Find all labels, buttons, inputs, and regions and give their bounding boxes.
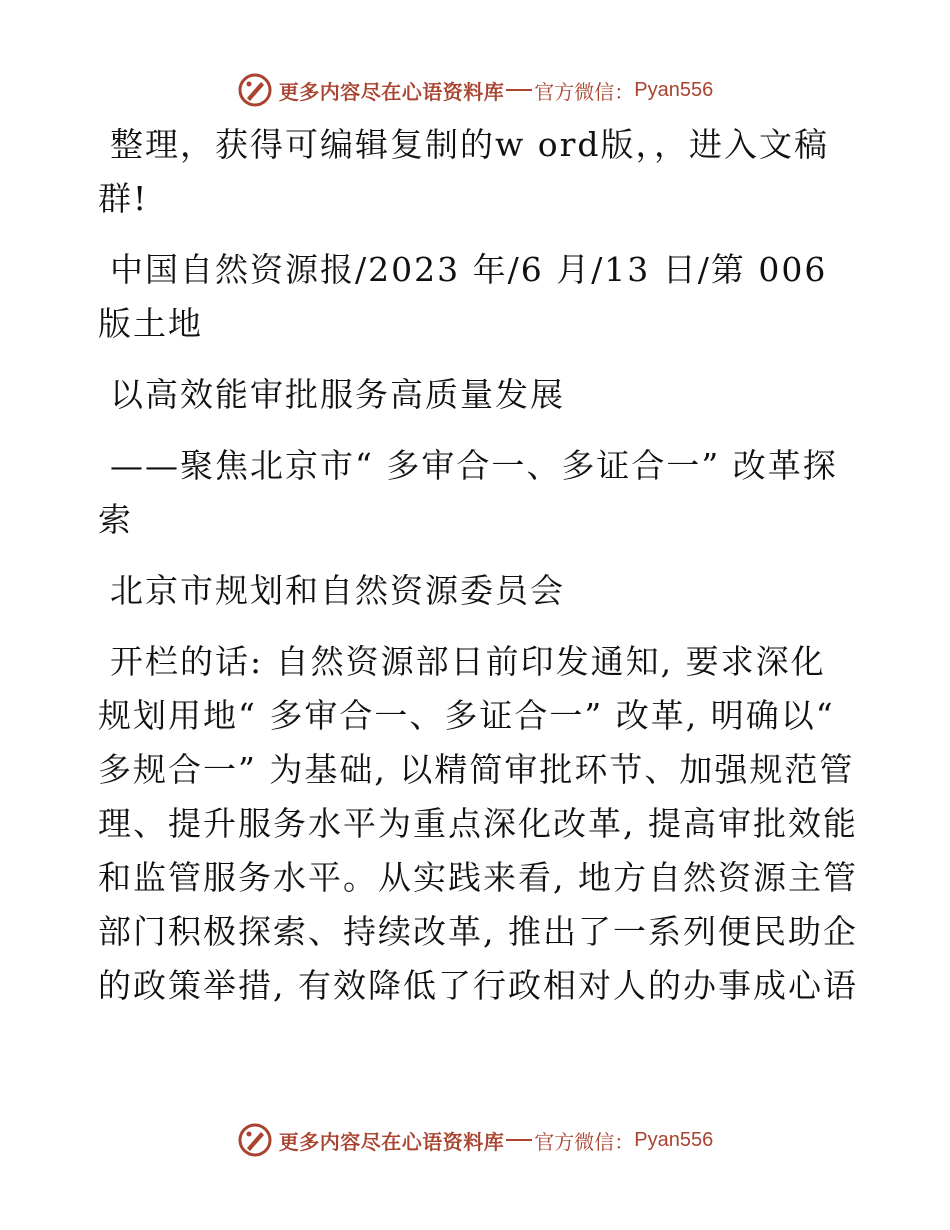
footer-sub-text: 官方微信：	[534, 1129, 635, 1154]
brand-logo-icon	[237, 72, 273, 108]
footer-wechat-id: Pyan556	[634, 1128, 714, 1151]
paragraph-source: 中国自然资源报/2023 年/6 月/13 日/第 006 版土地	[98, 250, 828, 343]
footer-banner	[0, 1120, 950, 1160]
header-dash	[506, 89, 532, 91]
header-banner	[0, 70, 950, 110]
article-title: 以高效能审批服务高质量发展	[110, 375, 565, 414]
footer-brand-text: 更多内容尽在心语资料库	[278, 1129, 505, 1154]
paragraph-intro: 整理，获得可编辑复制的w ord版，，进入文稿群!	[98, 125, 830, 218]
document-body	[98, 118, 858, 1030]
footer-dash	[506, 1139, 532, 1141]
header-sub-text: 官方微信：	[534, 79, 635, 104]
header-wechat-id: Pyan556	[634, 78, 714, 101]
paragraph-opening: 开栏的话: 自然资源部日前印发通知, 要求深化规划用地“ 多审合一、多证合一” 改革, 明确以“ 多规合一” 为基础, 以精简审批环节、加强规范管理、提升服务水平为重点深化改革, 提高审批效能和监管服务水平。从实践来看, 地方自然资源主管部门积极探索、持续改革, 推出了一系列便民助企的政策举措, 有效降低了行政相对人的办事成心语	[98, 642, 858, 1005]
brand-logo-icon	[237, 1122, 273, 1158]
header-brand-text: 更多内容尽在心语资料库	[278, 79, 505, 104]
article-author: 北京市规划和自然资源委员会	[110, 571, 565, 610]
article-subtitle: ——聚焦北京市“ 多审合一、多证合一” 改革探索	[98, 446, 838, 539]
